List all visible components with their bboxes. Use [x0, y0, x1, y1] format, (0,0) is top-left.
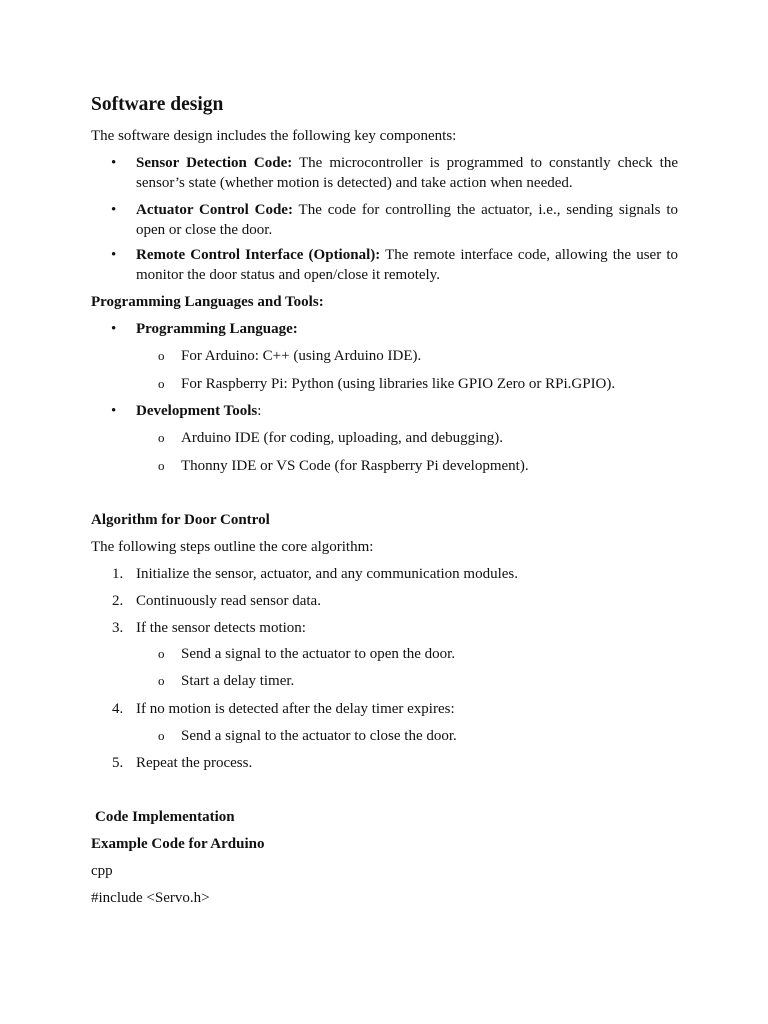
bullet-icon: •	[111, 155, 117, 171]
component-label: Actuator Control Code:	[136, 202, 293, 218]
algorithm-intro: The following steps outline the core algorithm:	[91, 539, 374, 555]
languages-heading: Programming Languages and Tools:	[91, 294, 324, 310]
sub-list-item-text: Arduino IDE (for coding, uploading, and debugging).	[181, 430, 504, 446]
bullet-icon: •	[111, 321, 117, 337]
circle-bullet-icon: o	[158, 348, 165, 363]
page-title: Software design	[91, 94, 224, 115]
step-text: If the sensor detects motion:	[136, 620, 306, 636]
step-number: 4.	[112, 701, 124, 717]
sub-list-item-text: Thonny IDE or VS Code (for Raspberry Pi development).	[181, 458, 529, 474]
sub-list-item-text: For Raspberry Pi: Python (using libraries like GPIO Zero or RPi.GPIO).	[181, 376, 616, 392]
step-text: Continuously read sensor data.	[136, 593, 321, 609]
list-item-text	[136, 245, 678, 285]
code-language: cpp	[91, 863, 113, 879]
code-line: #include <Servo.h>	[91, 890, 210, 906]
step-number: 5.	[112, 755, 124, 771]
tools-label-suffix: :	[257, 403, 262, 419]
tools-label: Development Tools	[136, 403, 258, 419]
languages-label: Programming Language:	[136, 321, 298, 337]
algorithm-heading: Algorithm for Door Control	[91, 512, 270, 528]
component-description: The microcontroller is programmed to constantly check the sensor’s state (whether motion is detected) and take action when needed.	[136, 155, 678, 191]
sub-list-item-text: Send a signal to the actuator to close the door.	[181, 728, 457, 744]
circle-bullet-icon: o	[158, 376, 165, 391]
example-heading: Example Code for Arduino	[91, 836, 265, 852]
step-text: Repeat the process.	[136, 755, 253, 771]
sub-list-item-text: Start a delay timer.	[181, 673, 295, 689]
step-number: 3.	[112, 620, 124, 636]
tools-label-wrap	[136, 401, 678, 421]
sub-list-item-text: For Arduino: C++ (using Arduino IDE).	[181, 348, 422, 364]
list-item-text	[136, 200, 678, 240]
component-label: Remote Control Interface (Optional):	[136, 247, 381, 263]
circle-bullet-icon: o	[158, 430, 165, 445]
list-item-text	[136, 153, 678, 193]
component-description: The code for controlling the actuator, i.e., sending signals to open or close the door.	[136, 202, 678, 238]
circle-bullet-icon: o	[158, 646, 165, 661]
circle-bullet-icon: o	[158, 728, 165, 743]
bullet-icon: •	[111, 247, 117, 263]
circle-bullet-icon: o	[158, 673, 165, 688]
step-text: Initialize the sensor, actuator, and any communication modules.	[136, 566, 519, 582]
component-label: Sensor Detection Code:	[136, 155, 293, 171]
step-number: 2.	[112, 593, 124, 609]
step-text: If no motion is detected after the delay timer expires:	[136, 701, 455, 717]
circle-bullet-icon: o	[158, 458, 165, 473]
bullet-icon: •	[111, 202, 117, 218]
component-description: The remote interface code, allowing the user to monitor the door status and open/close it remotely.	[136, 247, 678, 283]
bullet-icon: •	[111, 403, 117, 419]
code-heading: Code Implementation	[95, 809, 235, 825]
step-number: 1.	[112, 566, 124, 582]
sub-list-item-text: Send a signal to the actuator to open the door.	[181, 646, 456, 662]
intro-paragraph: The software design includes the following key components:	[91, 128, 457, 144]
